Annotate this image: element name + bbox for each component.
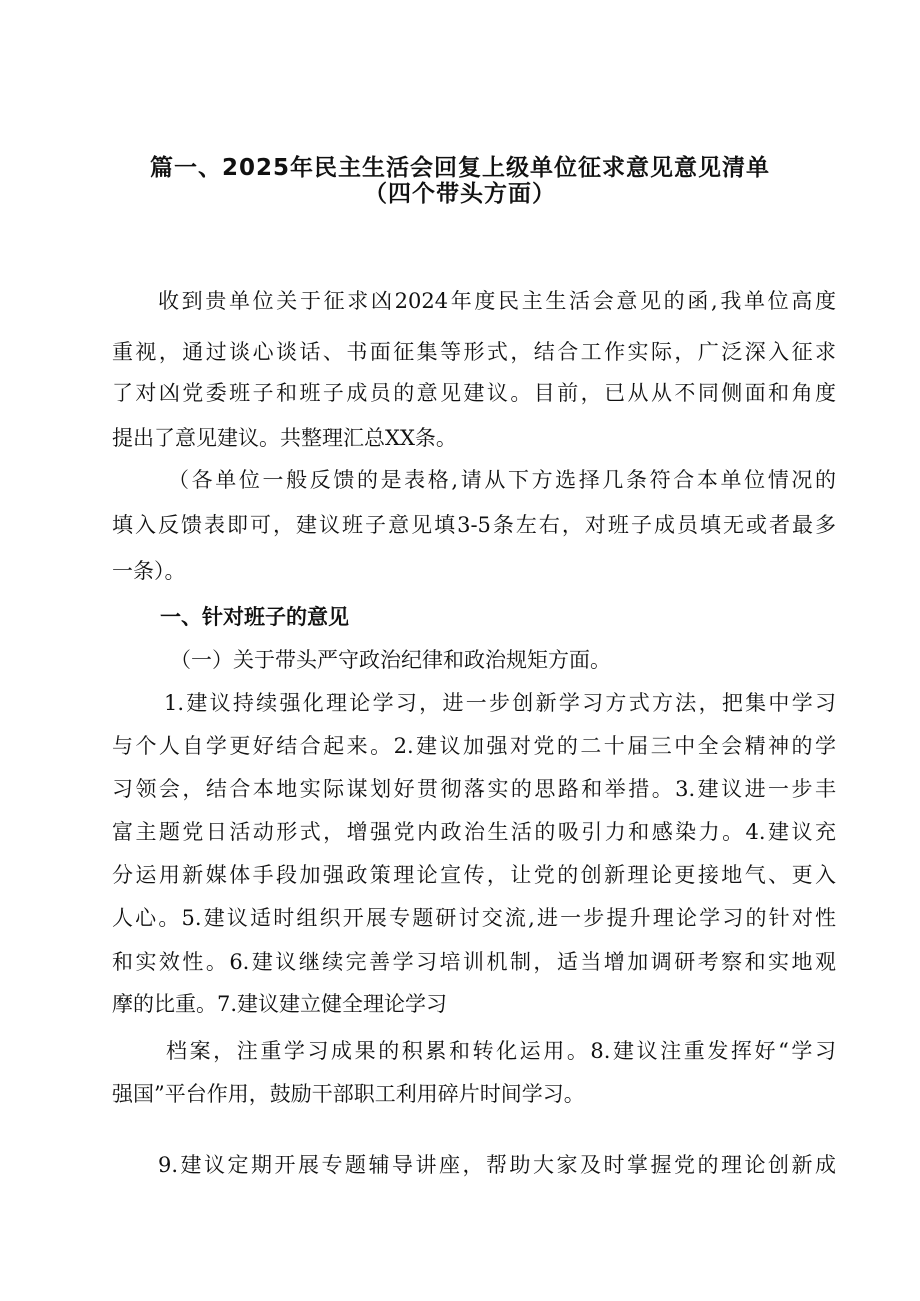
body-line: 富主题党日活动形式，增强党内政治生活的吸引力和感染力。4.建议充 — [112, 820, 836, 844]
intro-line: 收到贵单位关于征求凶2024年度民主生活会意见的函,我单位高度 — [158, 289, 836, 313]
body-line: 分运用新媒体手段加强政策理论宣传，让党的创新理论更接地气、更入 — [112, 863, 836, 887]
intro-line: 重视，通过谈心谈话、书面征集等形式，结合工作实际，广泛深入征求 — [112, 340, 836, 364]
document-subtitle: （四个带头方面） — [364, 181, 556, 207]
intro-line: 了对凶党委班子和班子成员的意见建议。目前，已从从不同侧面和角度 — [112, 381, 836, 405]
note-line: 填入反馈表即可，建议班子意见填3-5条左右，对班子成员填无或者最多 — [112, 513, 836, 537]
body-line: 9.建议定期开展专题辅导讲座，帮助大家及时掌握党的理论创新成 — [158, 1153, 836, 1177]
body-line: 1.建议持续强化理论学习，进一步创新学习方式方法，把集中学习 — [164, 691, 836, 715]
body-line: 摩的比重。7.建议建立健全理论学习 — [112, 992, 448, 1016]
note-line: （各单位一般反馈的是表格,请从下方选择几条符合本单位情况的 — [168, 468, 836, 492]
subsection-heading: （一）关于带头严守政治纪律和政治规矩方面。 — [170, 648, 611, 672]
body-line: 与个人自学更好结合起来。2.建议加强对党的二十届三中全会精神的学 — [112, 734, 836, 758]
body-line: 人心。5.建议适时组织开展专题研讨交流,进一步提升理论学习的针对性 — [112, 906, 836, 930]
note-line: 一条）。 — [112, 559, 186, 583]
document-title: 篇一、2025年民主生活会回复上级单位征求意见意见清单 — [149, 155, 770, 181]
body-line: 档案，注重学习成果的积累和转化运用。8.建议注重发挥好“学习 — [166, 1039, 836, 1063]
body-line: 强国”平台作用，鼓励干部职工利用碎片时间学习。 — [112, 1082, 585, 1106]
intro-line: 提出了意见建议。共整理汇总XX条。 — [112, 426, 457, 450]
section-heading: 一、针对班子的意见 — [160, 605, 349, 629]
body-line: 和实效性。6.建议继续完善学习培训机制，适当增加调研考察和实地观 — [112, 950, 836, 974]
body-line: 习领会，结合本地实际谋划好贯彻落实的思路和举措。3.建议进一步丰 — [112, 777, 836, 801]
